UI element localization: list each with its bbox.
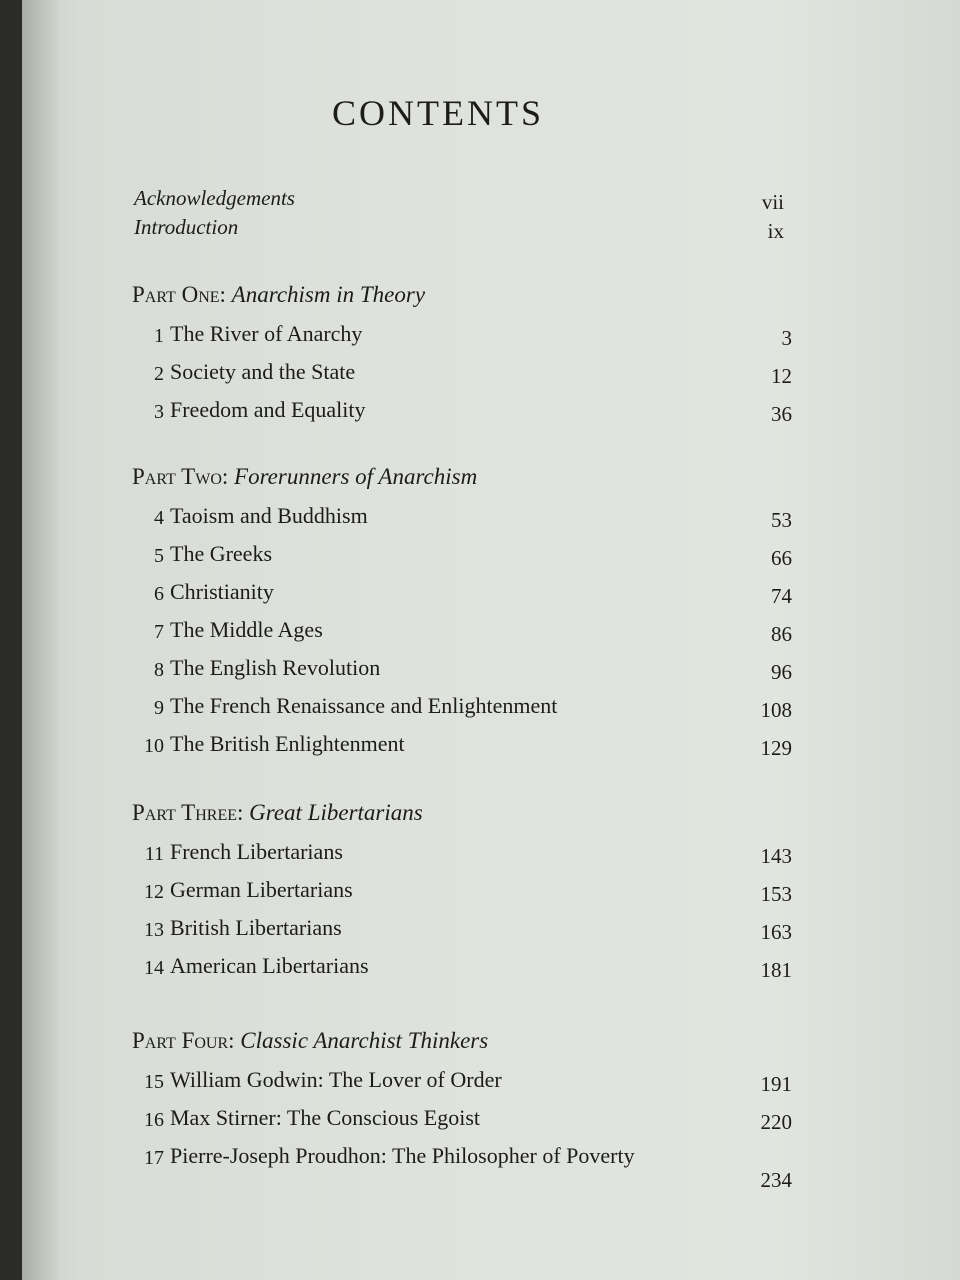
part-subtitle: Classic Anarchist Thinkers — [240, 1028, 489, 1053]
toc-chapter — [132, 874, 792, 912]
toc-chapter — [132, 500, 792, 538]
chapter-title: British Libertarians — [170, 915, 342, 940]
chapter-page: 143 — [760, 844, 792, 868]
toc-chapter — [132, 950, 792, 988]
chapter-title: Taoism and Buddhism — [170, 503, 368, 528]
chapter-page: 3 — [781, 326, 792, 350]
toc-chapter — [132, 728, 792, 766]
entry-page: vii — [761, 190, 784, 214]
chapter-title: The English Revolution — [170, 655, 381, 680]
part-subtitle: Anarchism in Theory — [231, 282, 426, 307]
chapter-title: French Libertarians — [170, 839, 343, 864]
toc-chapter — [132, 394, 792, 432]
chapter-number: 14 — [144, 957, 164, 979]
chapter-title: The Greeks — [170, 541, 273, 566]
toc-chapter — [132, 1140, 792, 1206]
chapter-page: 86 — [771, 622, 792, 646]
chapter-title: Freedom and Equality — [170, 397, 366, 422]
chapter-page: 153 — [760, 882, 792, 906]
toc-chapter — [132, 614, 792, 652]
chapter-number: 7 — [154, 621, 164, 643]
chapter-number: 13 — [144, 919, 164, 941]
chapter-page: 96 — [771, 660, 792, 684]
part-three — [132, 796, 792, 988]
chapter-number: 4 — [154, 507, 164, 529]
chapter-title: Society and the State — [170, 359, 356, 384]
toc-entry-introduction — [134, 215, 784, 244]
toc-chapter — [132, 356, 792, 394]
chapter-number: 2 — [154, 363, 164, 385]
chapter-page: 12 — [771, 364, 792, 388]
part-label: Part Three: — [132, 800, 244, 825]
chapter-page: 129 — [760, 736, 792, 760]
chapter-page: 220 — [760, 1110, 792, 1134]
chapter-page: 74 — [771, 584, 792, 608]
toc-chapter — [132, 576, 792, 614]
part-subtitle: Great Libertarians — [249, 800, 423, 825]
chapter-number: 12 — [144, 881, 164, 903]
entry-page: ix — [767, 219, 784, 243]
chapter-number: 8 — [154, 659, 164, 681]
chapter-title: The River of Anarchy — [170, 321, 363, 346]
toc-chapter — [132, 318, 792, 356]
page-gutter-shadow — [22, 0, 60, 1280]
toc-chapter — [132, 1064, 792, 1102]
toc-chapter — [132, 690, 792, 728]
toc-chapter — [132, 652, 792, 690]
chapter-number: 11 — [144, 843, 164, 865]
part-heading — [132, 796, 792, 836]
book-page — [22, 0, 960, 1280]
chapter-page: 181 — [760, 958, 792, 982]
chapter-title: German Libertarians — [170, 877, 353, 902]
chapter-page: 53 — [771, 508, 792, 532]
chapter-title: Pierre-Joseph Proudhon: The Philosopher of Poverty — [170, 1143, 635, 1168]
part-label: Part One: — [132, 282, 226, 307]
chapter-number: 17 — [144, 1147, 164, 1169]
front-matter-list — [134, 186, 784, 244]
toc-chapter — [132, 912, 792, 950]
chapter-title: The French Renaissance and Enlightenment — [170, 693, 558, 718]
part-one — [132, 278, 792, 432]
chapter-page: 36 — [771, 402, 792, 426]
chapter-page: 163 — [760, 920, 792, 944]
contents-heading: CONTENTS — [332, 93, 544, 133]
entry-title: Introduction — [134, 215, 239, 239]
chapter-number: 5 — [154, 545, 164, 567]
chapter-page: 66 — [771, 546, 792, 570]
chapter-page: 234 — [760, 1168, 792, 1192]
part-heading — [132, 278, 792, 318]
chapter-number: 10 — [144, 735, 164, 757]
chapter-number: 16 — [144, 1109, 164, 1131]
chapter-title: The British Enlightenment — [170, 731, 405, 756]
toc-chapter — [132, 836, 792, 874]
chapter-title: Max Stirner: The Conscious Egoist — [170, 1105, 481, 1130]
chapter-number: 9 — [154, 697, 164, 719]
toc-chapter — [132, 538, 792, 576]
part-four — [132, 1024, 792, 1206]
chapter-title: William Godwin: The Lover of Order — [170, 1067, 502, 1092]
chapter-page: 108 — [760, 698, 792, 722]
chapter-number: 15 — [144, 1071, 164, 1093]
toc-entry-acknowledgements — [134, 186, 784, 215]
chapter-number: 1 — [154, 325, 164, 347]
part-label: Part Four: — [132, 1028, 235, 1053]
part-label: Part Two: — [132, 464, 229, 489]
entry-title: Acknowledgements — [134, 186, 295, 210]
part-heading — [132, 1024, 792, 1064]
chapter-number: 6 — [154, 583, 164, 605]
part-two — [132, 460, 792, 766]
chapter-title: The Middle Ages — [170, 617, 323, 642]
toc-chapter — [132, 1102, 792, 1140]
part-heading — [132, 460, 792, 500]
chapter-title: American Libertarians — [170, 953, 369, 978]
chapter-title: Christianity — [170, 579, 274, 604]
chapter-page: 191 — [760, 1072, 792, 1096]
chapter-number: 3 — [154, 401, 164, 423]
part-subtitle: Forerunners of Anarchism — [234, 464, 478, 489]
